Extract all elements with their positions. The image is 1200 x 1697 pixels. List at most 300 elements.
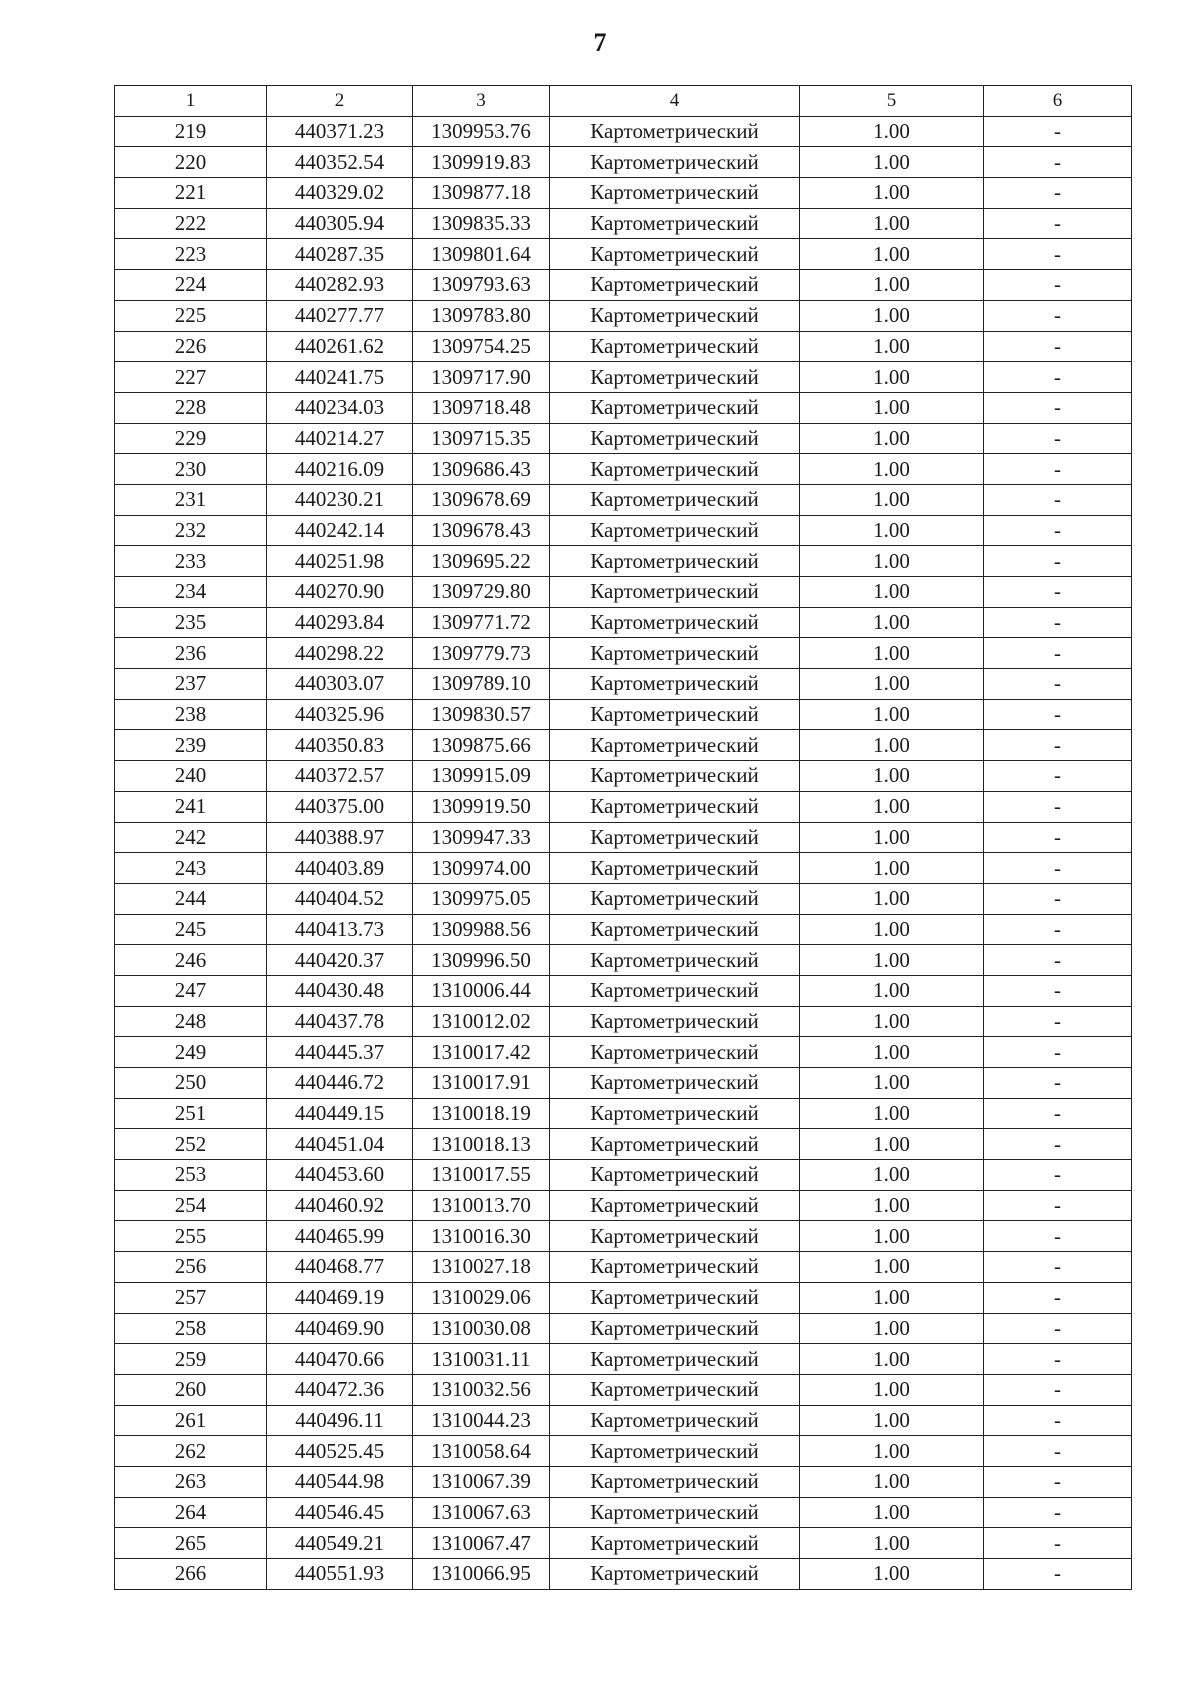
point-number-cell: 227 [115, 362, 267, 393]
column-header: 4 [550, 86, 800, 117]
description-cell: - [984, 270, 1132, 301]
description-cell: - [984, 853, 1132, 884]
x-coordinate-cell: 440453.60 [267, 1160, 413, 1191]
point-number-cell: 236 [115, 638, 267, 669]
point-number-cell: 249 [115, 1037, 267, 1068]
accuracy-cell: 1.00 [800, 1497, 984, 1528]
y-coordinate-cell: 1309678.43 [413, 515, 550, 546]
method-cell: Картометрический [550, 1466, 800, 1497]
table-row [115, 1160, 1132, 1191]
y-coordinate-cell: 1309695.22 [413, 546, 550, 577]
description-cell: - [984, 1559, 1132, 1590]
table-row [115, 883, 1132, 914]
description-cell: - [984, 178, 1132, 209]
x-coordinate-cell: 440413.73 [267, 914, 413, 945]
accuracy-cell: 1.00 [800, 1006, 984, 1037]
method-cell: Картометрический [550, 1313, 800, 1344]
table-row [115, 1436, 1132, 1467]
table-row [115, 1313, 1132, 1344]
table-row [115, 577, 1132, 608]
y-coordinate-cell: 1310027.18 [413, 1252, 550, 1283]
y-coordinate-cell: 1310029.06 [413, 1282, 550, 1313]
point-number-cell: 224 [115, 270, 267, 301]
y-coordinate-cell: 1310017.42 [413, 1037, 550, 1068]
x-coordinate-cell: 440325.96 [267, 699, 413, 730]
description-cell: - [984, 1374, 1132, 1405]
method-cell: Картометрический [550, 1098, 800, 1129]
method-cell: Картометрический [550, 607, 800, 638]
method-cell: Картометрический [550, 1006, 800, 1037]
method-cell: Картометрический [550, 331, 800, 362]
accuracy-cell: 1.00 [800, 515, 984, 546]
point-number-cell: 242 [115, 822, 267, 853]
method-cell: Картометрический [550, 1252, 800, 1283]
description-cell: - [984, 699, 1132, 730]
x-coordinate-cell: 440460.92 [267, 1190, 413, 1221]
description-cell: - [984, 761, 1132, 792]
point-number-cell: 234 [115, 577, 267, 608]
method-cell: Картометрический [550, 975, 800, 1006]
table-row [115, 1528, 1132, 1559]
description-cell: - [984, 147, 1132, 178]
point-number-cell: 230 [115, 454, 267, 485]
x-coordinate-cell: 440430.48 [267, 975, 413, 1006]
table-row [115, 239, 1132, 270]
table-row [115, 1129, 1132, 1160]
accuracy-cell: 1.00 [800, 239, 984, 270]
method-cell: Картометрический [550, 300, 800, 331]
description-cell: - [984, 1068, 1132, 1099]
description-cell: - [984, 300, 1132, 331]
method-cell: Картометрический [550, 1068, 800, 1099]
method-cell: Картометрический [550, 699, 800, 730]
y-coordinate-cell: 1309830.57 [413, 699, 550, 730]
y-coordinate-cell: 1309996.50 [413, 945, 550, 976]
description-cell: - [984, 1037, 1132, 1068]
y-coordinate-cell: 1310067.39 [413, 1466, 550, 1497]
y-coordinate-cell: 1309678.69 [413, 484, 550, 515]
point-number-cell: 229 [115, 423, 267, 454]
accuracy-cell: 1.00 [800, 1466, 984, 1497]
y-coordinate-cell: 1309915.09 [413, 761, 550, 792]
point-number-cell: 264 [115, 1497, 267, 1528]
table-row [115, 300, 1132, 331]
y-coordinate-cell: 1309947.33 [413, 822, 550, 853]
point-number-cell: 257 [115, 1282, 267, 1313]
accuracy-cell: 1.00 [800, 1344, 984, 1375]
point-number-cell: 247 [115, 975, 267, 1006]
y-coordinate-cell: 1310006.44 [413, 975, 550, 1006]
x-coordinate-cell: 440449.15 [267, 1098, 413, 1129]
accuracy-cell: 1.00 [800, 116, 984, 147]
x-coordinate-cell: 440469.19 [267, 1282, 413, 1313]
column-header: 5 [800, 86, 984, 117]
point-number-cell: 222 [115, 208, 267, 239]
table-row [115, 1374, 1132, 1405]
point-number-cell: 241 [115, 791, 267, 822]
table-row [115, 975, 1132, 1006]
accuracy-cell: 1.00 [800, 484, 984, 515]
description-cell: - [984, 577, 1132, 608]
accuracy-cell: 1.00 [800, 1405, 984, 1436]
description-cell: - [984, 546, 1132, 577]
accuracy-cell: 1.00 [800, 853, 984, 884]
accuracy-cell: 1.00 [800, 270, 984, 301]
point-number-cell: 238 [115, 699, 267, 730]
table-row [115, 331, 1132, 362]
description-cell: - [984, 1160, 1132, 1191]
description-cell: - [984, 1436, 1132, 1467]
table-row [115, 1559, 1132, 1590]
accuracy-cell: 1.00 [800, 883, 984, 914]
method-cell: Картометрический [550, 392, 800, 423]
table-row [115, 1282, 1132, 1313]
y-coordinate-cell: 1310067.63 [413, 1497, 550, 1528]
point-number-cell: 228 [115, 392, 267, 423]
table-row [115, 515, 1132, 546]
x-coordinate-cell: 440451.04 [267, 1129, 413, 1160]
x-coordinate-cell: 440350.83 [267, 730, 413, 761]
description-cell: - [984, 1405, 1132, 1436]
description-cell: - [984, 1006, 1132, 1037]
accuracy-cell: 1.00 [800, 1068, 984, 1099]
method-cell: Картометрический [550, 914, 800, 945]
description-cell: - [984, 1344, 1132, 1375]
description-cell: - [984, 607, 1132, 638]
x-coordinate-cell: 440544.98 [267, 1466, 413, 1497]
x-coordinate-cell: 440403.89 [267, 853, 413, 884]
x-coordinate-cell: 440277.77 [267, 300, 413, 331]
method-cell: Картометрический [550, 1129, 800, 1160]
point-number-cell: 232 [115, 515, 267, 546]
accuracy-cell: 1.00 [800, 546, 984, 577]
method-cell: Картометрический [550, 730, 800, 761]
point-number-cell: 231 [115, 484, 267, 515]
accuracy-cell: 1.00 [800, 1559, 984, 1590]
table-row [115, 484, 1132, 515]
description-cell: - [984, 638, 1132, 669]
description-cell: - [984, 1190, 1132, 1221]
table-row [115, 822, 1132, 853]
y-coordinate-cell: 1309793.63 [413, 270, 550, 301]
y-coordinate-cell: 1310013.70 [413, 1190, 550, 1221]
y-coordinate-cell: 1309718.48 [413, 392, 550, 423]
x-coordinate-cell: 440549.21 [267, 1528, 413, 1559]
table-row [115, 1405, 1132, 1436]
table-row [115, 730, 1132, 761]
description-cell: - [984, 1313, 1132, 1344]
accuracy-cell: 1.00 [800, 669, 984, 700]
y-coordinate-cell: 1309686.43 [413, 454, 550, 485]
point-number-cell: 237 [115, 669, 267, 700]
table-row [115, 178, 1132, 209]
description-cell: - [984, 454, 1132, 485]
x-coordinate-cell: 440241.75 [267, 362, 413, 393]
y-coordinate-cell: 1310032.56 [413, 1374, 550, 1405]
y-coordinate-cell: 1310017.91 [413, 1068, 550, 1099]
point-number-cell: 233 [115, 546, 267, 577]
column-header: 6 [984, 86, 1132, 117]
description-cell: - [984, 975, 1132, 1006]
method-cell: Картометрический [550, 423, 800, 454]
x-coordinate-cell: 440329.02 [267, 178, 413, 209]
y-coordinate-cell: 1309975.05 [413, 883, 550, 914]
method-cell: Картометрический [550, 1528, 800, 1559]
table-row [115, 1098, 1132, 1129]
x-coordinate-cell: 440465.99 [267, 1221, 413, 1252]
method-cell: Картометрический [550, 515, 800, 546]
method-cell: Картометрический [550, 484, 800, 515]
description-cell: - [984, 515, 1132, 546]
coordinates-table [114, 85, 1132, 1590]
description-cell: - [984, 1252, 1132, 1283]
y-coordinate-cell: 1309974.00 [413, 853, 550, 884]
y-coordinate-cell: 1310016.30 [413, 1221, 550, 1252]
method-cell: Картометрический [550, 116, 800, 147]
x-coordinate-cell: 440287.35 [267, 239, 413, 270]
y-coordinate-cell: 1309875.66 [413, 730, 550, 761]
method-cell: Картометрический [550, 239, 800, 270]
y-coordinate-cell: 1310030.08 [413, 1313, 550, 1344]
accuracy-cell: 1.00 [800, 362, 984, 393]
x-coordinate-cell: 440234.03 [267, 392, 413, 423]
accuracy-cell: 1.00 [800, 1528, 984, 1559]
x-coordinate-cell: 440496.11 [267, 1405, 413, 1436]
description-cell: - [984, 1282, 1132, 1313]
description-cell: - [984, 1497, 1132, 1528]
x-coordinate-cell: 440437.78 [267, 1006, 413, 1037]
accuracy-cell: 1.00 [800, 178, 984, 209]
accuracy-cell: 1.00 [800, 1129, 984, 1160]
table-body [115, 116, 1132, 1589]
table-row [115, 1497, 1132, 1528]
accuracy-cell: 1.00 [800, 1221, 984, 1252]
x-coordinate-cell: 440216.09 [267, 454, 413, 485]
y-coordinate-cell: 1309715.35 [413, 423, 550, 454]
accuracy-cell: 1.00 [800, 1160, 984, 1191]
y-coordinate-cell: 1310017.55 [413, 1160, 550, 1191]
method-cell: Картометрический [550, 1037, 800, 1068]
table-row [115, 392, 1132, 423]
accuracy-cell: 1.00 [800, 1436, 984, 1467]
point-number-cell: 245 [115, 914, 267, 945]
accuracy-cell: 1.00 [800, 577, 984, 608]
accuracy-cell: 1.00 [800, 454, 984, 485]
x-coordinate-cell: 440270.90 [267, 577, 413, 608]
x-coordinate-cell: 440305.94 [267, 208, 413, 239]
column-header: 3 [413, 86, 550, 117]
table-row [115, 208, 1132, 239]
table-row [115, 116, 1132, 147]
x-coordinate-cell: 440469.90 [267, 1313, 413, 1344]
point-number-cell: 243 [115, 853, 267, 884]
method-cell: Картометрический [550, 761, 800, 792]
table-row [115, 945, 1132, 976]
x-coordinate-cell: 440298.22 [267, 638, 413, 669]
description-cell: - [984, 423, 1132, 454]
accuracy-cell: 1.00 [800, 914, 984, 945]
table-row [115, 147, 1132, 178]
point-number-cell: 235 [115, 607, 267, 638]
table-row [115, 761, 1132, 792]
method-cell: Картометрический [550, 1221, 800, 1252]
method-cell: Картометрический [550, 208, 800, 239]
y-coordinate-cell: 1310018.19 [413, 1098, 550, 1129]
y-coordinate-cell: 1310067.47 [413, 1528, 550, 1559]
accuracy-cell: 1.00 [800, 1282, 984, 1313]
method-cell: Картометрический [550, 362, 800, 393]
method-cell: Картометрический [550, 1497, 800, 1528]
method-cell: Картометрический [550, 791, 800, 822]
y-coordinate-cell: 1309754.25 [413, 331, 550, 362]
y-coordinate-cell: 1309953.76 [413, 116, 550, 147]
point-number-cell: 251 [115, 1098, 267, 1129]
accuracy-cell: 1.00 [800, 1037, 984, 1068]
description-cell: - [984, 392, 1132, 423]
accuracy-cell: 1.00 [800, 1190, 984, 1221]
description-cell: - [984, 1466, 1132, 1497]
table-row [115, 270, 1132, 301]
y-coordinate-cell: 1309919.83 [413, 147, 550, 178]
y-coordinate-cell: 1310031.11 [413, 1344, 550, 1375]
x-coordinate-cell: 440371.23 [267, 116, 413, 147]
y-coordinate-cell: 1309729.80 [413, 577, 550, 608]
method-cell: Картометрический [550, 577, 800, 608]
x-coordinate-cell: 440404.52 [267, 883, 413, 914]
x-coordinate-cell: 440251.98 [267, 546, 413, 577]
x-coordinate-cell: 440230.21 [267, 484, 413, 515]
method-cell: Картометрический [550, 638, 800, 669]
point-number-cell: 266 [115, 1559, 267, 1590]
y-coordinate-cell: 1309771.72 [413, 607, 550, 638]
point-number-cell: 219 [115, 116, 267, 147]
x-coordinate-cell: 440282.93 [267, 270, 413, 301]
point-number-cell: 259 [115, 1344, 267, 1375]
table-row [115, 669, 1132, 700]
description-cell: - [984, 669, 1132, 700]
description-cell: - [984, 822, 1132, 853]
description-cell: - [984, 730, 1132, 761]
table-row [115, 546, 1132, 577]
table-row [115, 1252, 1132, 1283]
table-header-row [115, 86, 1132, 117]
column-header: 1 [115, 86, 267, 117]
table-row [115, 791, 1132, 822]
method-cell: Картометрический [550, 822, 800, 853]
x-coordinate-cell: 440352.54 [267, 147, 413, 178]
point-number-cell: 253 [115, 1160, 267, 1191]
point-number-cell: 240 [115, 761, 267, 792]
table-row [115, 914, 1132, 945]
y-coordinate-cell: 1309835.33 [413, 208, 550, 239]
accuracy-cell: 1.00 [800, 300, 984, 331]
accuracy-cell: 1.00 [800, 730, 984, 761]
table-row [115, 853, 1132, 884]
y-coordinate-cell: 1309717.90 [413, 362, 550, 393]
x-coordinate-cell: 440551.93 [267, 1559, 413, 1590]
table-row [115, 607, 1132, 638]
method-cell: Картометрический [550, 1374, 800, 1405]
description-cell: - [984, 914, 1132, 945]
point-number-cell: 220 [115, 147, 267, 178]
x-coordinate-cell: 440214.27 [267, 423, 413, 454]
method-cell: Картометрический [550, 1436, 800, 1467]
point-number-cell: 265 [115, 1528, 267, 1559]
x-coordinate-cell: 440372.57 [267, 761, 413, 792]
y-coordinate-cell: 1309988.56 [413, 914, 550, 945]
y-coordinate-cell: 1310058.64 [413, 1436, 550, 1467]
point-number-cell: 260 [115, 1374, 267, 1405]
point-number-cell: 239 [115, 730, 267, 761]
x-coordinate-cell: 440445.37 [267, 1037, 413, 1068]
table-row [115, 1068, 1132, 1099]
description-cell: - [984, 208, 1132, 239]
accuracy-cell: 1.00 [800, 392, 984, 423]
method-cell: Картометрический [550, 546, 800, 577]
method-cell: Картометрический [550, 1344, 800, 1375]
accuracy-cell: 1.00 [800, 975, 984, 1006]
y-coordinate-cell: 1309789.10 [413, 669, 550, 700]
point-number-cell: 246 [115, 945, 267, 976]
method-cell: Картометрический [550, 270, 800, 301]
point-number-cell: 252 [115, 1129, 267, 1160]
point-number-cell: 223 [115, 239, 267, 270]
accuracy-cell: 1.00 [800, 761, 984, 792]
method-cell: Картометрический [550, 1282, 800, 1313]
description-cell: - [984, 945, 1132, 976]
description-cell: - [984, 883, 1132, 914]
y-coordinate-cell: 1309801.64 [413, 239, 550, 270]
x-coordinate-cell: 440525.45 [267, 1436, 413, 1467]
method-cell: Картометрический [550, 1160, 800, 1191]
table-row [115, 1466, 1132, 1497]
method-cell: Картометрический [550, 1405, 800, 1436]
x-coordinate-cell: 440375.00 [267, 791, 413, 822]
y-coordinate-cell: 1310066.95 [413, 1559, 550, 1590]
description-cell: - [984, 791, 1132, 822]
point-number-cell: 221 [115, 178, 267, 209]
y-coordinate-cell: 1309779.73 [413, 638, 550, 669]
x-coordinate-cell: 440303.07 [267, 669, 413, 700]
x-coordinate-cell: 440293.84 [267, 607, 413, 638]
method-cell: Картометрический [550, 147, 800, 178]
method-cell: Картометрический [550, 178, 800, 209]
accuracy-cell: 1.00 [800, 699, 984, 730]
y-coordinate-cell: 1310012.02 [413, 1006, 550, 1037]
accuracy-cell: 1.00 [800, 1252, 984, 1283]
table-row [115, 1190, 1132, 1221]
table-row [115, 1344, 1132, 1375]
x-coordinate-cell: 440470.66 [267, 1344, 413, 1375]
method-cell: Картометрический [550, 853, 800, 884]
point-number-cell: 254 [115, 1190, 267, 1221]
accuracy-cell: 1.00 [800, 1313, 984, 1344]
table-row [115, 1006, 1132, 1037]
y-coordinate-cell: 1309919.50 [413, 791, 550, 822]
point-number-cell: 226 [115, 331, 267, 362]
point-number-cell: 244 [115, 883, 267, 914]
point-number-cell: 225 [115, 300, 267, 331]
x-coordinate-cell: 440446.72 [267, 1068, 413, 1099]
x-coordinate-cell: 440261.62 [267, 331, 413, 362]
accuracy-cell: 1.00 [800, 638, 984, 669]
accuracy-cell: 1.00 [800, 423, 984, 454]
table-row [115, 699, 1132, 730]
y-coordinate-cell: 1310044.23 [413, 1405, 550, 1436]
point-number-cell: 248 [115, 1006, 267, 1037]
y-coordinate-cell: 1310018.13 [413, 1129, 550, 1160]
point-number-cell: 263 [115, 1466, 267, 1497]
